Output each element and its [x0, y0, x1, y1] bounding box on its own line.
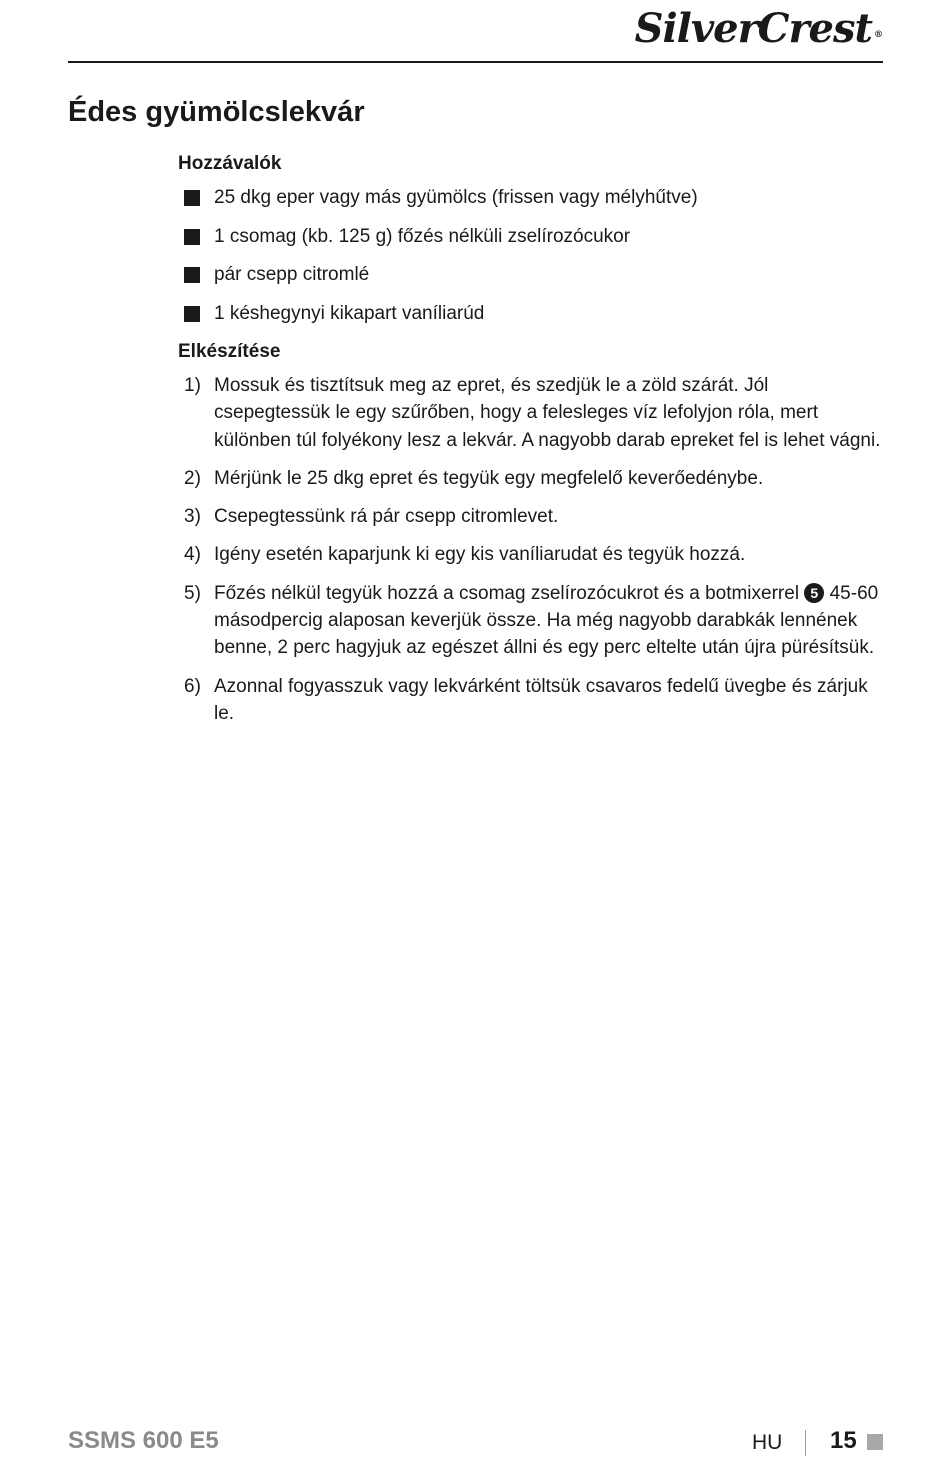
step-item [178, 465, 883, 492]
step-item [178, 673, 883, 728]
step-number: 6) [184, 675, 201, 697]
step-item [178, 503, 883, 530]
footer-separator [805, 1430, 806, 1456]
step-text: Azonnal fogyasszuk vagy lekvárként töltsük csavaros fedelű üvegbe és zárjuk le. [214, 675, 868, 724]
step-text: Csepegtessünk rá pár csepp citromlevet. [214, 506, 559, 528]
step-item [178, 372, 883, 454]
silvercrest-logo: SilverCrest ® [634, 5, 882, 52]
list-item: pár csepp citromlé [178, 261, 883, 289]
step-number: 5) [184, 582, 201, 604]
step-number: 1) [184, 375, 201, 396]
step-text: Igény esetén kaparjunk ki egy kis vaníliarudat és tegyük hozzá. [214, 544, 746, 566]
square-bullet-icon [184, 229, 200, 245]
part-reference-badge: 5 [804, 583, 824, 603]
step-text-after: 45-60 másodpercig alaposan keverjük össze. Ha még nagyobb darabkák lennének benne, 2 perc hagyjuk az egészet állni és egy perc eltelte után újra pürésítsük. [214, 582, 879, 659]
step-item [178, 580, 883, 662]
list-item: 1 csomag (kb. 125 g) főzés nélküli zselírozócukor [178, 223, 883, 251]
step-number: 2) [184, 467, 201, 489]
step-item [178, 541, 883, 568]
ingredients-heading: Hozzávalók [178, 153, 282, 174]
ingredients-list [178, 184, 883, 328]
footer-model: SSMS 600 E5 [68, 1427, 219, 1454]
page-title: Édes gyümölcslekvár [68, 96, 365, 128]
step-text: Mossuk és tisztítsuk meg az epret, és szedjük le a zöld szárát. Jól csepegtessük le egy szűrőben, hogy a felesleges víz lefolyjon róla, mert különben túl folyékony lesz a lekvár. A nagyobb darab epreket fel is lehet vágni. [214, 375, 881, 451]
preparation-heading: Elkészítése [178, 341, 281, 362]
footer-language: HU [752, 1431, 783, 1454]
footer-square-icon [867, 1434, 883, 1450]
square-bullet-icon [184, 306, 200, 322]
list-item: 1 késhegynyi kikapart vaníliarúd [178, 300, 883, 328]
preparation-steps [178, 372, 883, 727]
list-item: 25 dkg eper vagy más gyümölcs (frissen vagy mélyhűtve) [178, 184, 883, 212]
square-bullet-icon [184, 190, 200, 206]
recipe-content [178, 150, 883, 738]
square-bullet-icon [184, 267, 200, 283]
page-number: 15 [830, 1427, 857, 1454]
header-divider [68, 61, 883, 63]
step-number: 4) [184, 544, 201, 566]
step-text: Mérjünk le 25 dkg epret és tegyük egy megfelelő keverőedénybe. [214, 467, 764, 489]
step-number: 3) [184, 506, 201, 528]
step-text-before: Főzés nélkül tegyük hozzá a csomag zselírozócukrot és a botmixerrel [214, 582, 805, 604]
